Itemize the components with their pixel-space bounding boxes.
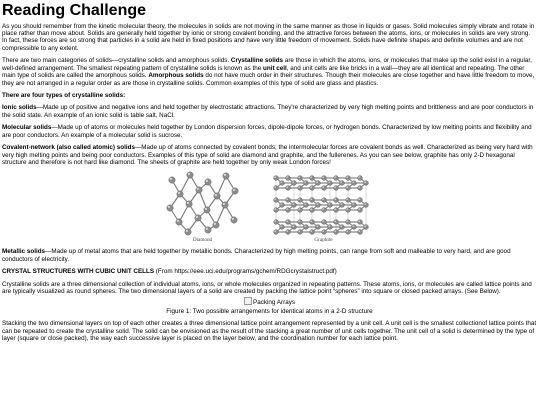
- graphite-atom: [321, 176, 326, 181]
- graphite-atom-highlight: [274, 187, 276, 189]
- diamond-atom-highlight: [177, 192, 179, 194]
- graphite-atom: [315, 181, 320, 186]
- diamond-atom-highlight: [213, 223, 215, 225]
- graphite-atom: [297, 208, 302, 213]
- diamond-atom: [203, 207, 209, 213]
- diamond-label: Diamond: [192, 237, 213, 244]
- graphite-atom: [285, 186, 290, 191]
- graphite-atom: [321, 208, 326, 213]
- graphite-atom-highlight: [298, 209, 300, 211]
- molecular-paragraph: [2, 124, 537, 139]
- graphite-atom-highlight: [304, 204, 306, 206]
- graphite-atom-highlight: [334, 231, 336, 233]
- graphite-atom: [351, 225, 356, 230]
- graphite-atom: [357, 186, 362, 191]
- diamond-atom: [166, 205, 172, 211]
- graphite-atom-highlight: [298, 231, 300, 233]
- broken-image-icon: [244, 297, 252, 305]
- graphite-atom-highlight: [364, 226, 366, 228]
- graphite-atom-highlight: [316, 204, 318, 206]
- stacking-paragraph: Stacking the two dimensional layers on top of each other creates a three dimensional lattice point arrangement represented by a unit cell. A unit cell is the smallest collectionof lattice points that can be repeated to create the crystalline solid. The solid can be envisioned as the result of the stacking a great number of unit cells together. The unit cell of a solid is determined by the type of layer (square or close packed), the way each successive layer is placed on the layer below, and the coordination number for each lattice point.: [2, 320, 537, 343]
- diamond-atom: [175, 219, 181, 225]
- graphite-atom: [321, 220, 326, 225]
- diamond-atom: [213, 193, 219, 199]
- molecular-text: —Made up of atoms or molecules held together by London dispersion forces, dipole-dipole forces, or hydrogen bonds. Characterized by low melting points and flexibility and are poor conductors. An example of a molecular solid is sucrose.: [2, 124, 532, 139]
- graphite-atom-highlight: [274, 221, 276, 223]
- diamond-atom: [184, 229, 190, 235]
- graphite-figure: [270, 170, 378, 244]
- graphite-atom: [333, 208, 338, 213]
- graphite-atom-highlight: [298, 187, 300, 189]
- intro-paragraph: As you should remember from the kinetic molecular theory, the molecules in solids are not moving in the same manner as those in liquids or gases. Solid molecules simply vibrate and rotate in place rather than move about. Solids are generally held together by ionic or strong covalent bonding, and the attractive forces between the atoms, ions, or molecules in solids are very strong. In fact, these forces are so strong that particles in a solid are held in fixed positions and have very little freedom of movement. Solids have definite shapes and definite volumes and are not compressible to any extent.: [2, 22, 535, 52]
- categories-text-2: are those in which the atoms, ions, or molecules that make up the solid exist in a regular, well-defined arrangement. The smallest repeating pattern of crystalline solids is known as the: [2, 57, 532, 72]
- graphite-atom-highlight: [346, 221, 348, 223]
- graphite-atom-highlight: [352, 204, 354, 206]
- graphite-atom-highlight: [340, 182, 342, 184]
- graphite-atom-highlight: [274, 209, 276, 211]
- graphite-atom-highlight: [310, 187, 312, 189]
- graphite-atom: [303, 203, 308, 208]
- four-types-heading-text: There are four types of crystalline solids:: [2, 91, 126, 99]
- diamond-atom-highlight: [187, 173, 189, 175]
- graphite-atom: [303, 225, 308, 230]
- graphite-atom-highlight: [322, 231, 324, 233]
- graphite-atom-highlight: [322, 221, 324, 223]
- graphite-atom-highlight: [304, 226, 306, 228]
- graphite-atom: [291, 225, 296, 230]
- amorphous-term: Amorphous solids: [148, 72, 204, 80]
- graphite-atom: [285, 208, 290, 213]
- cubic-paragraph: Crystalline solids are a three dimensional collection of individual atoms, ions, or whole molecules organized in repeating patterns. These atoms, ions, or molecules are called lattice points and are typically visualized as round spheres. The two dimensional layers of a solid are created by packing the lattice point “spheres” into square or closed packed arrays. (See Below).: [2, 280, 532, 296]
- graphite-atom-highlight: [358, 231, 360, 233]
- graphite-atom-highlight: [298, 177, 300, 179]
- graphite-atom: [309, 186, 314, 191]
- graphite-atom-highlight: [334, 199, 336, 201]
- graphite-atom: [345, 208, 350, 213]
- graphite-atom: [363, 225, 368, 230]
- graphite-atom-highlight: [346, 187, 348, 189]
- graphite-atom-highlight: [322, 177, 324, 179]
- graphite-atom: [345, 176, 350, 181]
- diamond-atom: [186, 172, 192, 178]
- metallic-term: Metallic solids: [2, 248, 46, 256]
- graphite-atom: [333, 220, 338, 225]
- graphite-atom-highlight: [334, 221, 336, 223]
- diamond-atom: [204, 179, 210, 185]
- diamond-figure: [162, 170, 244, 244]
- graphite-structure-image: [270, 170, 378, 236]
- graphite-atom: [315, 225, 320, 230]
- diamond-atom: [212, 222, 218, 228]
- graphite-atom: [321, 186, 326, 191]
- categories-text-4: do not have much order in their structures. Though their molecules are close together and have little freedom to move, they are not arranged in a regular order as are those in crystalline solids. Common examples of this type of solid are glass and plastics.: [2, 72, 535, 87]
- graphite-atom-highlight: [274, 199, 276, 201]
- graphite-atom: [327, 225, 332, 230]
- graphite-atom-highlight: [334, 187, 336, 189]
- packing-arrays-image: [2, 297, 537, 306]
- graphite-atom-highlight: [286, 187, 288, 189]
- graphite-atom: [309, 230, 314, 235]
- diamond-atom-highlight: [176, 220, 178, 222]
- diamond-atom: [168, 177, 174, 183]
- diamond-atom: [185, 201, 191, 207]
- categories-paragraph: [2, 57, 537, 87]
- graphite-atom-highlight: [286, 231, 288, 233]
- graphite-atom-highlight: [286, 177, 288, 179]
- graphite-atom-highlight: [358, 177, 360, 179]
- covalent-paragraph: [2, 144, 537, 166]
- diamond-atom-highlight: [223, 174, 225, 176]
- graphite-atom-highlight: [322, 187, 324, 189]
- metallic-paragraph: [2, 248, 537, 263]
- graphite-atom: [333, 230, 338, 235]
- graphite-atom-highlight: [316, 182, 318, 184]
- graphite-atom: [279, 181, 284, 186]
- graphite-atom-highlight: [310, 209, 312, 211]
- graphite-label: Graphite: [314, 237, 333, 244]
- cubic-source: (From https://eee.uci.edu/programs/gchem/RDGcrystalstruct.pdf): [154, 268, 337, 276]
- diamond-atom: [204, 227, 210, 233]
- graphite-atom-highlight: [352, 182, 354, 184]
- graphite-atom-highlight: [316, 226, 318, 228]
- four-types-heading: [2, 92, 537, 99]
- graphite-atom-highlight: [286, 199, 288, 201]
- graphite-atom-highlight: [310, 231, 312, 233]
- graphite-atom: [273, 186, 278, 191]
- graphite-atom: [357, 208, 362, 213]
- diamond-atom-highlight: [231, 218, 233, 220]
- graphite-atom: [357, 220, 362, 225]
- diamond-atom-highlight: [222, 203, 224, 205]
- crystal-structures-figure: [2, 170, 537, 244]
- graphite-atom: [363, 203, 368, 208]
- graphite-atom-highlight: [292, 226, 294, 228]
- diamond-atom-highlight: [169, 178, 171, 180]
- graphite-atom: [273, 208, 278, 213]
- diamond-atom: [230, 217, 236, 223]
- graphite-atom: [309, 208, 314, 213]
- graphite-atom-highlight: [280, 182, 282, 184]
- graphite-atom: [297, 186, 302, 191]
- packing-arrays-alt: Packing Arrays: [253, 299, 295, 307]
- graphite-atom-highlight: [364, 204, 366, 206]
- crystalline-term: Crystalline solids: [230, 57, 284, 65]
- cubic-heading: [2, 268, 537, 275]
- graphite-atom-highlight: [352, 226, 354, 228]
- graphite-atom: [321, 230, 326, 235]
- graphite-atom: [273, 220, 278, 225]
- graphite-atom-highlight: [292, 204, 294, 206]
- graphite-atom-highlight: [274, 177, 276, 179]
- graphite-atom-highlight: [328, 182, 330, 184]
- graphite-atom: [333, 186, 338, 191]
- graphite-atom: [303, 181, 308, 186]
- diamond-atom: [176, 191, 182, 197]
- covalent-term: Covalent-network (also called atomic) solids: [2, 144, 135, 152]
- graphite-atom: [333, 176, 338, 181]
- unit-cell-term: unit cell: [263, 64, 287, 72]
- graphite-atom: [273, 230, 278, 235]
- graphite-atom: [333, 198, 338, 203]
- graphite-atom-highlight: [322, 209, 324, 211]
- graphite-atom: [357, 230, 362, 235]
- graphite-atom-highlight: [346, 177, 348, 179]
- graphite-atom-highlight: [340, 226, 342, 228]
- graphite-atom-highlight: [292, 182, 294, 184]
- figure1-caption: Figure 1: Two possible arrangements for identical atoms in a 2-D structure: [166, 307, 373, 315]
- graphite-atom-highlight: [346, 231, 348, 233]
- graphite-atom: [345, 230, 350, 235]
- graphite-atom-highlight: [358, 209, 360, 211]
- graphite-atom: [309, 176, 314, 181]
- graphite-atom-highlight: [334, 177, 336, 179]
- graphite-atom-highlight: [280, 204, 282, 206]
- graphite-atom: [339, 225, 344, 230]
- graphite-atom: [327, 203, 332, 208]
- graphite-atom: [315, 203, 320, 208]
- graphite-atom-highlight: [298, 221, 300, 223]
- graphite-atom-highlight: [310, 199, 312, 201]
- graphite-atom: [357, 176, 362, 181]
- ionic-paragraph: [2, 104, 537, 119]
- graphite-atom: [309, 220, 314, 225]
- graphite-atom: [279, 203, 284, 208]
- graphite-atom: [291, 181, 296, 186]
- diamond-atom-highlight: [205, 180, 207, 182]
- graphite-atom: [285, 198, 290, 203]
- graphite-atom: [285, 230, 290, 235]
- graphite-atom-highlight: [340, 204, 342, 206]
- graphite-atom-highlight: [358, 221, 360, 223]
- diamond-structure-image: [162, 170, 244, 236]
- graphite-atom-highlight: [286, 209, 288, 211]
- graphite-atom: [297, 176, 302, 181]
- graphite-atom-highlight: [310, 177, 312, 179]
- ionic-text: —Made up of positive and negative ions and held together by electrostatic attractions. They're characterized by very high melting points and brittleness and are poor conductors in the solid state. An example of an ionic solid is table salt, NaCl.: [2, 104, 534, 119]
- diamond-atom-highlight: [204, 208, 206, 210]
- graphite-atom-highlight: [328, 226, 330, 228]
- diamond-atom-highlight: [186, 202, 188, 204]
- graphite-atom: [345, 220, 350, 225]
- ionic-term: Ionic solids: [2, 104, 37, 112]
- graphite-atom: [309, 198, 314, 203]
- diamond-atom-highlight: [167, 206, 169, 208]
- graphite-atom: [285, 176, 290, 181]
- diamond-atom: [194, 215, 200, 221]
- diamond-atom: [221, 202, 227, 208]
- graphite-atom: [363, 181, 368, 186]
- graphite-atom-highlight: [310, 221, 312, 223]
- diamond-atom: [231, 188, 237, 194]
- metallic-text: —Made up of metal atoms that are held together by metallic bonds. Characterized by high melting points, can range from soft and malleable to very hard, and are good conductors of electricity.: [2, 248, 511, 263]
- graphite-atom-highlight: [358, 199, 360, 201]
- graphite-atom-highlight: [328, 204, 330, 206]
- graphite-atom-highlight: [298, 199, 300, 201]
- graphite-atom: [327, 181, 332, 186]
- graphite-atom: [297, 220, 302, 225]
- graphite-atom-highlight: [358, 187, 360, 189]
- diamond-atom-highlight: [214, 194, 216, 196]
- graphite-atom: [345, 198, 350, 203]
- graphite-atom: [297, 230, 302, 235]
- categories-text-3: , and unit cells are like bricks in a wall—they are all identical and repeating. The other main type of solids are called the amorphous solids.: [2, 64, 525, 80]
- graphite-atom-highlight: [322, 199, 324, 201]
- graphite-atom: [291, 203, 296, 208]
- graphite-atom: [321, 198, 326, 203]
- graphite-atom-highlight: [364, 182, 366, 184]
- diamond-atom: [222, 173, 228, 179]
- graphite-atom: [273, 176, 278, 181]
- graphite-atom: [351, 181, 356, 186]
- graphite-atom: [339, 181, 344, 186]
- graphite-atom: [285, 220, 290, 225]
- diamond-atom-highlight: [232, 189, 234, 191]
- cubic-heading-text: CRYSTAL STRUCTURES WITH CUBIC UNIT CELLS: [2, 268, 155, 276]
- diamond-atom: [195, 187, 201, 193]
- diamond-atom-highlight: [195, 216, 197, 218]
- graphite-atom: [297, 198, 302, 203]
- diamond-atom-highlight: [196, 188, 198, 190]
- graphite-atom-highlight: [346, 209, 348, 211]
- diamond-atom-highlight: [205, 228, 207, 230]
- graphite-atom-highlight: [280, 226, 282, 228]
- diamond-atom-highlight: [185, 230, 187, 232]
- graphite-atom-highlight: [304, 182, 306, 184]
- graphite-atom: [339, 203, 344, 208]
- graphite-atom: [279, 225, 284, 230]
- covalent-text: —Made up of atoms connected by covalent bonds; the intermolecular forces are covalent bonds as well. Characterized as being very hard with very high melting points and being poor conductors. Examples of this type of solid are diamond and graphite, and the fullerenes. As you can see below, graphite has only 2-D hexagonal structure and therefore is not hard like diamond. The sheets of graphite are held together by only weak London forces!: [2, 144, 533, 166]
- graphite-atom: [273, 198, 278, 203]
- graphite-atom: [345, 186, 350, 191]
- graphite-atom-highlight: [346, 199, 348, 201]
- molecular-term: Molecular solids: [2, 124, 52, 132]
- graphite-atom-highlight: [334, 209, 336, 211]
- page-title: Reading Challenge: [2, 2, 147, 19]
- graphite-atom: [357, 198, 362, 203]
- categories-text-1: There are two main categories of solids—crystalline solids and amorphous solids.: [2, 57, 231, 65]
- graphite-atom-highlight: [286, 221, 288, 223]
- graphite-atom: [351, 203, 356, 208]
- graphite-atom-highlight: [274, 231, 276, 233]
